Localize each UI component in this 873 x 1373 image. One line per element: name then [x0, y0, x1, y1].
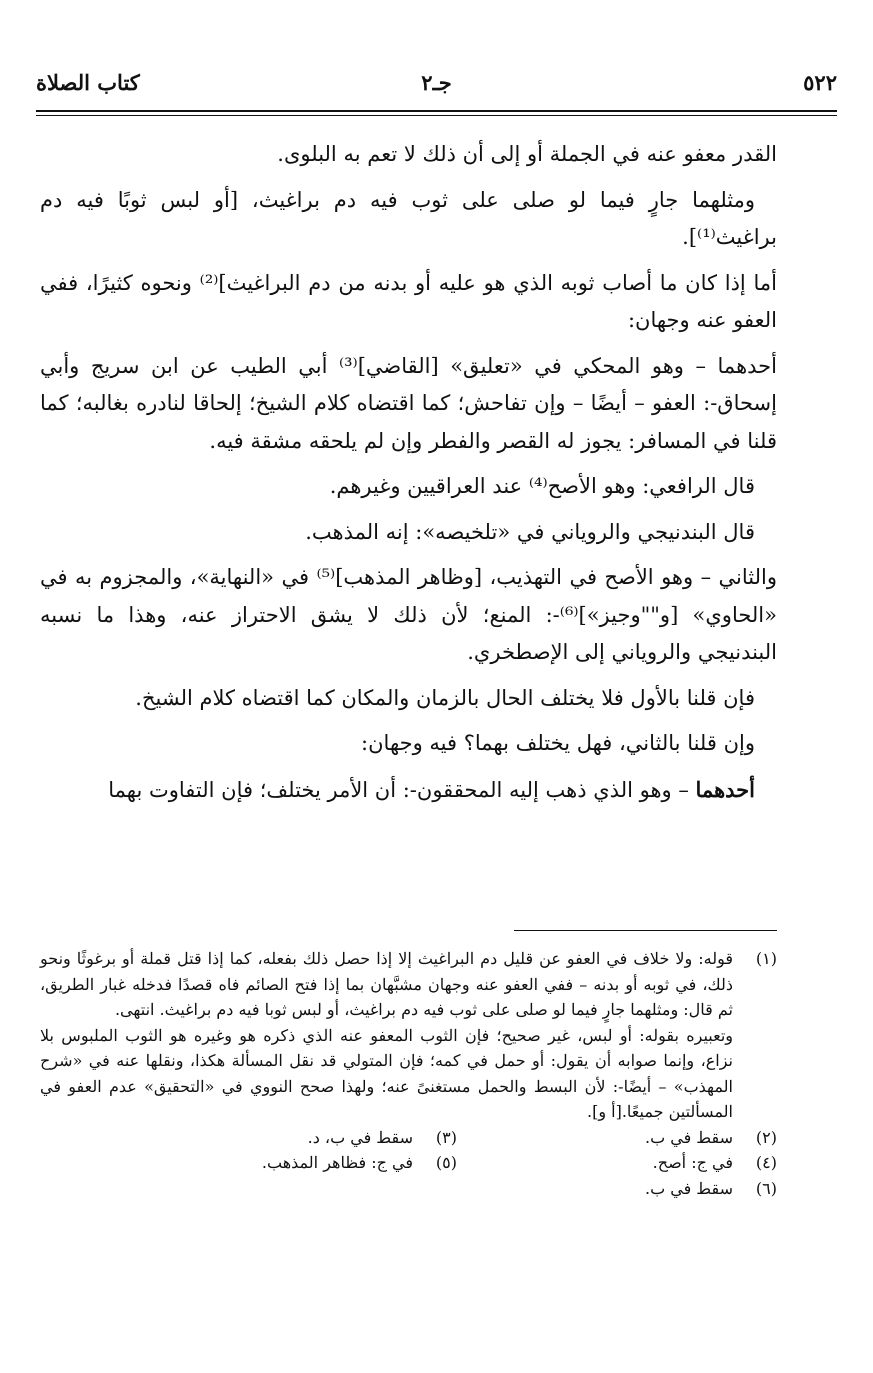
- paragraph: أحدهما – وهو المحكي في «تعليق» [القاضي]⁽³⁾ أبي الطيب عن ابن سريج وأبي إسحاق-: العفو – أيضًا – وإن تفاحش؛ كما اقتضاه كلام الشيخ؛ إلحاقا لنادره بغالبه؛ كما قلنا في المسافر: يجوز له القصر والفطر وإن لم يلحقه مشقة فيه.: [40, 353, 777, 453]
- paragraph: والثاني – وهو الأصح في التهذيب، [وظاهر المذهب]⁽⁵⁾ في «النهاية»، والمجزوم به في «الحاوي» [و""وجيز»]⁽⁶⁾-: المنع؛ لأن ذلك لا يشق الاحتراز عنه، وهذا ما نسبه البندنيجي والروياني إلى الإصطخري.: [40, 565, 777, 664]
- footnote-text: سقط في ب.: [645, 1127, 733, 1147]
- book-title: كتاب الصلاة: [36, 70, 140, 95]
- footnote-number: (٤): [755, 1153, 777, 1172]
- footnote-6: [645, 1176, 777, 1202]
- footnote-number: (٦): [755, 1178, 777, 1198]
- footnote-1: [40, 946, 777, 1125]
- footnote-text: سقط في ب.: [645, 1178, 733, 1198]
- footnotes: [40, 946, 777, 1201]
- footnote-number: (٥): [435, 1153, 457, 1172]
- page-number: ٥٢٢: [803, 70, 837, 95]
- header-rule-thick: [36, 110, 837, 112]
- footnote-5: [262, 1150, 457, 1176]
- footnote-text: سقط في ب، د.: [307, 1127, 413, 1147]
- paragraph: ومثلهما جارٍ فيما لو صلى على ثوب فيه دم براغيث، [أو لبس ثوبًا فيه دم براغيث⁽¹⁾].: [40, 187, 777, 249]
- footnote-4: [653, 1150, 777, 1176]
- paragraph: وإن قلنا بالثاني، فهل يختلف بهما؟ فيه وجهان:: [361, 731, 755, 755]
- header-rule-thin: [36, 115, 837, 116]
- footnote-text: في ج: أصح.: [652, 1153, 733, 1172]
- footnote-text: قوله: ولا خلاف في العفو عن قليل دم البراغيث إلا إذا حصل ذلك بفعله، كما إذا قتل قملة أو برغوثًا ونحو ذلك، في ثوبه أو بدنه – ففي العفو عنه وجهان مشبَّهان بما إذا فتح الصائم فاه قصدًا فدخله غبار الطريق، ثم قال: ومثلهما جارٍ فيما لو صلى على ثوب فيه دم براغيث، أو لبس ثوبا فيه دم براغيث. انتهى.: [40, 949, 733, 1019]
- paragraph: [40, 771, 777, 810]
- bold-lead: أحدهما: [695, 776, 755, 802]
- volume-label: جـ٢: [421, 70, 452, 95]
- main-text: [40, 136, 777, 809]
- footnote-3: [308, 1125, 457, 1151]
- footnote-row: [40, 1176, 777, 1202]
- footnote-2: [645, 1125, 777, 1151]
- footnote-text: وتعبيره بقوله: أو لبس، غير صحيح؛ فإن الثوب المعفو عنه الذي ذكره هو وغيره هو الثوب الملبوس بلا نزاع، وإنما صوابه أن يقول: أو حمل في كمه؛ فإن المتولي قد نقل المسألة هكذا، ونقلها عنه في «شرح المهذب» – أيضًا-: لأن البسط والحمل مستغنىً عنه؛ ولهذا صحح النووي في «التحقيق» عدم العفو في المسألتين جميعًا.[أ و].: [40, 1025, 733, 1121]
- footnote-number: (٣): [435, 1127, 457, 1147]
- footnote-text: في ج: فظاهر المذهب.: [261, 1153, 413, 1172]
- running-header: [36, 70, 837, 106]
- paragraph: أما إذا كان ما أصاب ثوبه الذي هو عليه أو بدنه من دم البراغيث]⁽²⁾ ونحوه كثيرًا، ففي العفو عنه وجهان:: [40, 270, 777, 332]
- footnote-row: [40, 1125, 777, 1151]
- paragraph: قال الرافعي: وهو الأصح⁽⁴⁾ عند العراقيين وغيرهم.: [329, 474, 755, 498]
- paragraph-rest: – وهو الذي ذهب إليه المحققون-: أن الأمر يختلف؛ فإن التفاوت بهما: [108, 777, 696, 802]
- footnote-number: (٢): [755, 1127, 777, 1147]
- footnote-row: [40, 1150, 777, 1176]
- paragraph: فإن قلنا بالأول فلا يختلف الحال بالزمان والمكان كما اقتضاه كلام الشيخ.: [135, 685, 755, 710]
- paragraph: قال البندنيجي والروياني في «تلخيصه»: إنه المذهب.: [305, 519, 755, 544]
- footnote-separator: [514, 930, 777, 931]
- paragraph: القدر معفو عنه في الجملة أو إلى أن ذلك لا تعم به البلوى.: [277, 142, 777, 166]
- footnote-number: (١): [755, 949, 777, 968]
